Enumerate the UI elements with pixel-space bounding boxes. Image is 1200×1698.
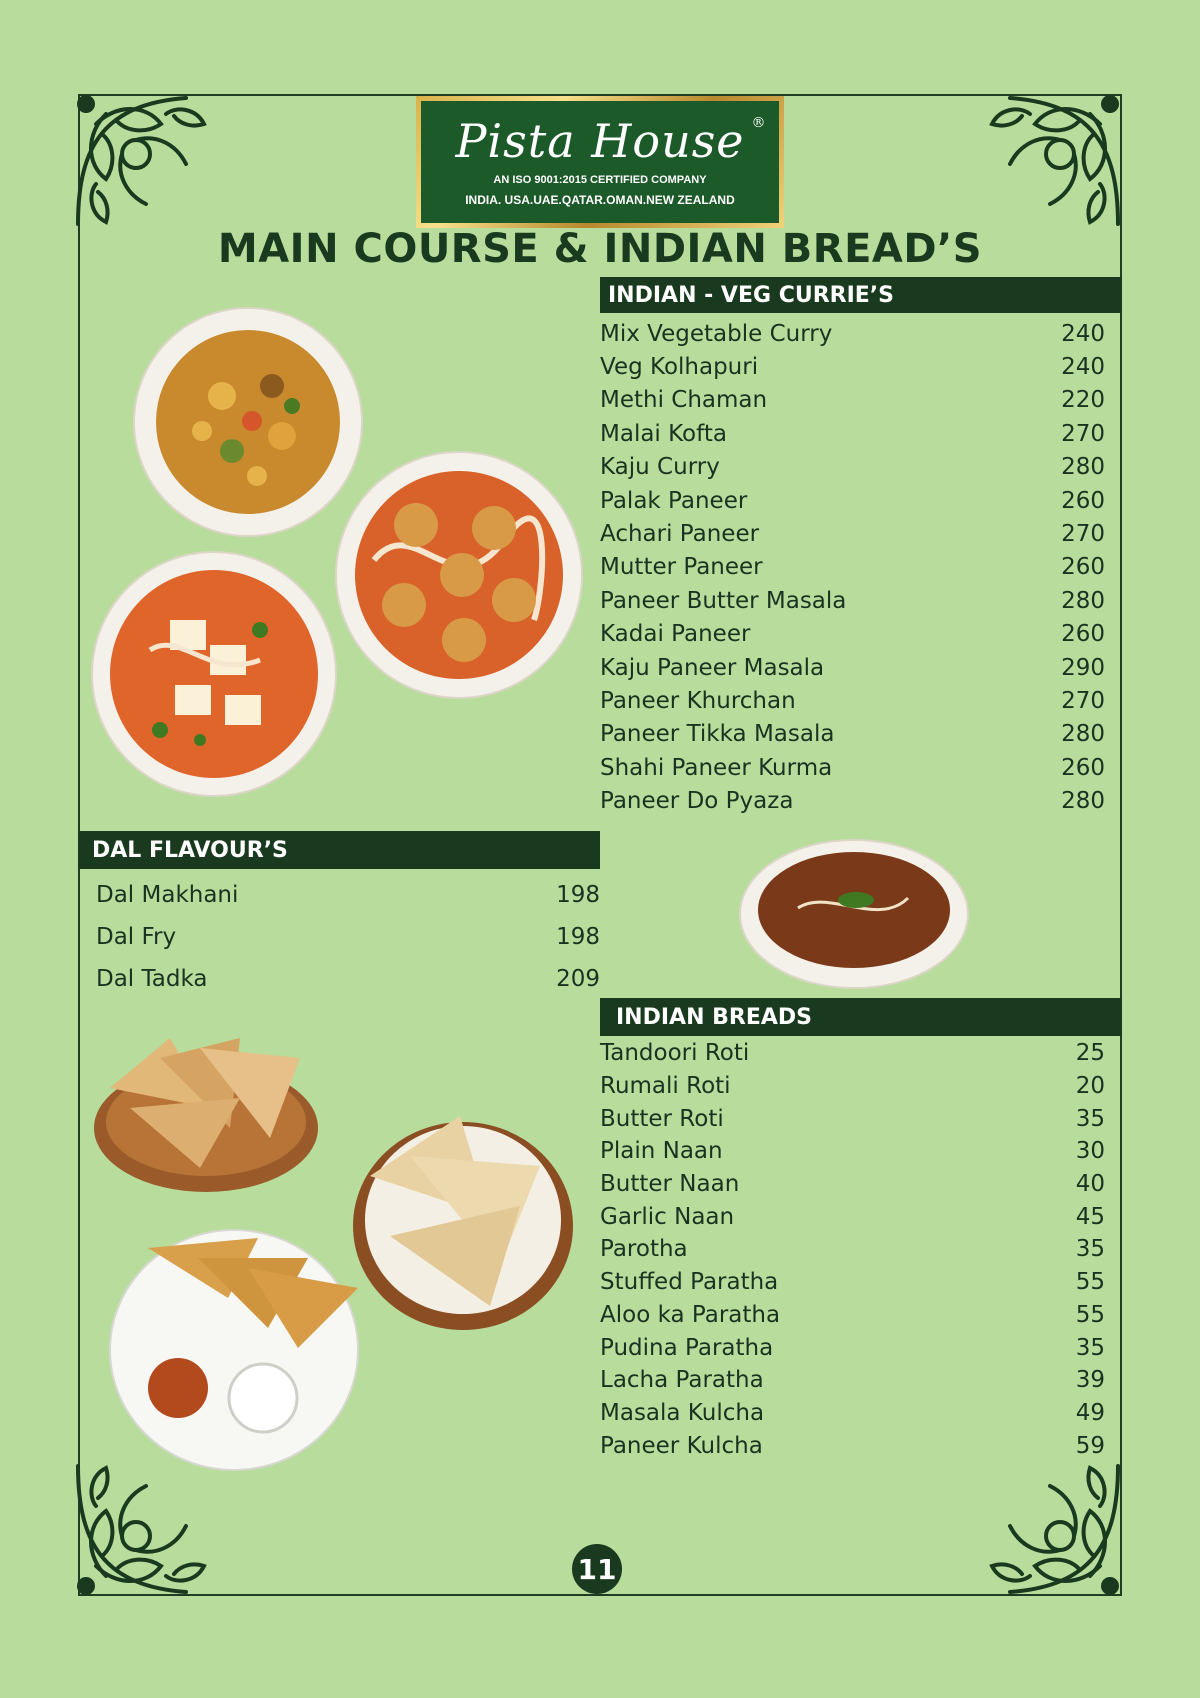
- menu-item-price: 270: [1061, 521, 1105, 548]
- menu-item-price: 40: [1075, 1171, 1105, 1198]
- menu-item: [600, 1037, 1105, 1070]
- menu-item: [600, 1299, 1105, 1332]
- menu-item: [600, 1397, 1105, 1430]
- menu-item-name: Dal Makhani: [96, 882, 239, 908]
- menu-item-name: Kadai Paneer: [600, 621, 751, 648]
- menu-item-price: 55: [1075, 1301, 1105, 1328]
- menu-item: [96, 958, 600, 1000]
- menu-item: [600, 1070, 1105, 1103]
- menu-item: [600, 1429, 1105, 1462]
- menu-item-price: 35: [1075, 1236, 1105, 1263]
- menu-item-name: Parotha: [600, 1236, 688, 1263]
- veg-curries-heading: INDIAN - VEG CURRIE’S: [600, 277, 1122, 313]
- menu-item-price: 39: [1075, 1367, 1105, 1394]
- menu-item: [600, 484, 1105, 517]
- dal-heading: DAL FLAVOUR’S: [78, 831, 600, 869]
- menu-item-price: 240: [1061, 354, 1105, 381]
- menu-item-price: 260: [1061, 554, 1105, 581]
- menu-item-name: Mutter Paneer: [600, 554, 763, 581]
- menu-item-name: Kaju Paneer Masala: [600, 654, 825, 681]
- menu-item-name: Palak Paneer: [600, 487, 748, 514]
- menu-item-price: 280: [1061, 587, 1105, 614]
- menu-item: [600, 1135, 1105, 1168]
- menu-item-name: Malai Kofta: [600, 420, 727, 447]
- menu-item-name: Tandoori Roti: [600, 1040, 750, 1067]
- menu-item-price: 260: [1061, 754, 1105, 781]
- brand-countries: INDIA. USA.UAE.QATAR.OMAN.NEW ZEALAND: [465, 192, 735, 207]
- menu-item: [96, 874, 600, 916]
- menu-item-price: 198: [556, 882, 600, 908]
- menu-item: [600, 451, 1105, 484]
- dal-makhani-image: [738, 838, 970, 990]
- corner-ornament-top-right: [980, 84, 1130, 234]
- menu-item-name: Butter Naan: [600, 1171, 740, 1198]
- menu-item-name: Shahi Paneer Kurma: [600, 754, 833, 781]
- menu-item-name: Dal Fry: [96, 924, 177, 950]
- dal-list: [96, 874, 600, 1000]
- menu-item: [600, 517, 1105, 550]
- menu-item: [96, 916, 600, 958]
- menu-item: [600, 618, 1105, 651]
- page-number: 11: [572, 1544, 622, 1594]
- menu-item-name: Paneer Kulcha: [600, 1432, 763, 1459]
- menu-item-name: Pudina Paratha: [600, 1334, 774, 1361]
- menu-item-price: 198: [556, 924, 600, 950]
- menu-item: [600, 684, 1105, 717]
- menu-item: [600, 551, 1105, 584]
- menu-item-price: 25: [1075, 1040, 1105, 1067]
- menu-item-name: Paneer Khurchan: [600, 687, 796, 714]
- menu-item-price: 260: [1061, 487, 1105, 514]
- menu-item-name: Paneer Do Pyaza: [600, 788, 794, 815]
- menu-item: [600, 1102, 1105, 1135]
- menu-item-price: 30: [1075, 1138, 1105, 1165]
- menu-item-name: Rumali Roti: [600, 1073, 731, 1100]
- menu-item-name: Veg Kolhapuri: [600, 354, 759, 381]
- breads-list: [600, 1037, 1105, 1462]
- menu-item: [600, 751, 1105, 784]
- menu-item: [600, 350, 1105, 383]
- page-title: MAIN COURSE & INDIAN BREAD’S: [217, 226, 983, 272]
- stuffed-paratha-plate-image: [108, 1228, 360, 1472]
- menu-item-price: 260: [1061, 621, 1105, 648]
- menu-item: [600, 584, 1105, 617]
- menu-item-price: 35: [1075, 1105, 1105, 1132]
- menu-item: [600, 1364, 1105, 1397]
- menu-item-price: 45: [1075, 1203, 1105, 1230]
- menu-item-name: Achari Paneer: [600, 521, 760, 548]
- menu-item-price: 280: [1061, 721, 1105, 748]
- menu-item-name: Paneer Butter Masala: [600, 587, 847, 614]
- menu-item-name: Stuffed Paratha: [600, 1269, 779, 1296]
- corner-ornament-bottom-right: [980, 1456, 1130, 1606]
- menu-item-name: Methi Chaman: [600, 387, 768, 414]
- menu-item-price: 290: [1061, 654, 1105, 681]
- paneer-butter-masala-image: [90, 550, 338, 798]
- roti-basket-image: [90, 1018, 328, 1198]
- malai-kofta-image: [334, 450, 584, 700]
- veg-curries-list: [600, 317, 1105, 818]
- menu-item-name: Paneer Tikka Masala: [600, 721, 835, 748]
- mix-veg-curry-image: [132, 306, 364, 538]
- menu-item-price: 280: [1061, 788, 1105, 815]
- brand-logo: [416, 96, 784, 228]
- corner-ornament-top-left: [66, 84, 216, 234]
- menu-item-price: 220: [1061, 387, 1105, 414]
- brand-name: Pista House ®: [455, 113, 767, 168]
- menu-item-price: 35: [1075, 1334, 1105, 1361]
- brand-certification: AN ISO 9001:2015 CERTIFIED COMPANY: [493, 173, 707, 186]
- menu-item: [600, 317, 1105, 350]
- menu-item: [600, 384, 1105, 417]
- menu-item-price: 20: [1075, 1073, 1105, 1100]
- menu-item: [600, 784, 1105, 817]
- menu-item-name: Garlic Naan: [600, 1203, 735, 1230]
- rumali-roti-basket-image: [350, 1096, 576, 1332]
- menu-item-price: 209: [556, 966, 600, 992]
- menu-item-price: 55: [1075, 1269, 1105, 1296]
- menu-item-name: Lacha Paratha: [600, 1367, 764, 1394]
- menu-item-name: Butter Roti: [600, 1105, 724, 1132]
- menu-item-name: Mix Vegetable Curry: [600, 320, 833, 347]
- menu-item-price: 59: [1075, 1432, 1105, 1459]
- menu-item: [600, 718, 1105, 751]
- menu-item-name: Aloo ka Paratha: [600, 1301, 781, 1328]
- registered-mark: ®: [751, 114, 767, 131]
- menu-item-price: 270: [1061, 687, 1105, 714]
- menu-item: [600, 651, 1105, 684]
- menu-item: [600, 1233, 1105, 1266]
- menu-item-price: 280: [1061, 454, 1105, 481]
- menu-item-name: Kaju Curry: [600, 454, 720, 481]
- menu-item-price: 240: [1061, 320, 1105, 347]
- menu-item-name: Masala Kulcha: [600, 1399, 765, 1426]
- breads-heading: INDIAN BREADS: [600, 998, 1122, 1036]
- menu-item: [600, 1266, 1105, 1299]
- menu-item: [600, 417, 1105, 450]
- menu-item-name: Dal Tadka: [96, 966, 208, 992]
- menu-item-price: 49: [1075, 1399, 1105, 1426]
- menu-item: [600, 1168, 1105, 1201]
- menu-item: [600, 1200, 1105, 1233]
- corner-ornament-bottom-left: [66, 1456, 216, 1606]
- menu-item-name: Plain Naan: [600, 1138, 723, 1165]
- menu-item: [600, 1331, 1105, 1364]
- menu-item-price: 270: [1061, 420, 1105, 447]
